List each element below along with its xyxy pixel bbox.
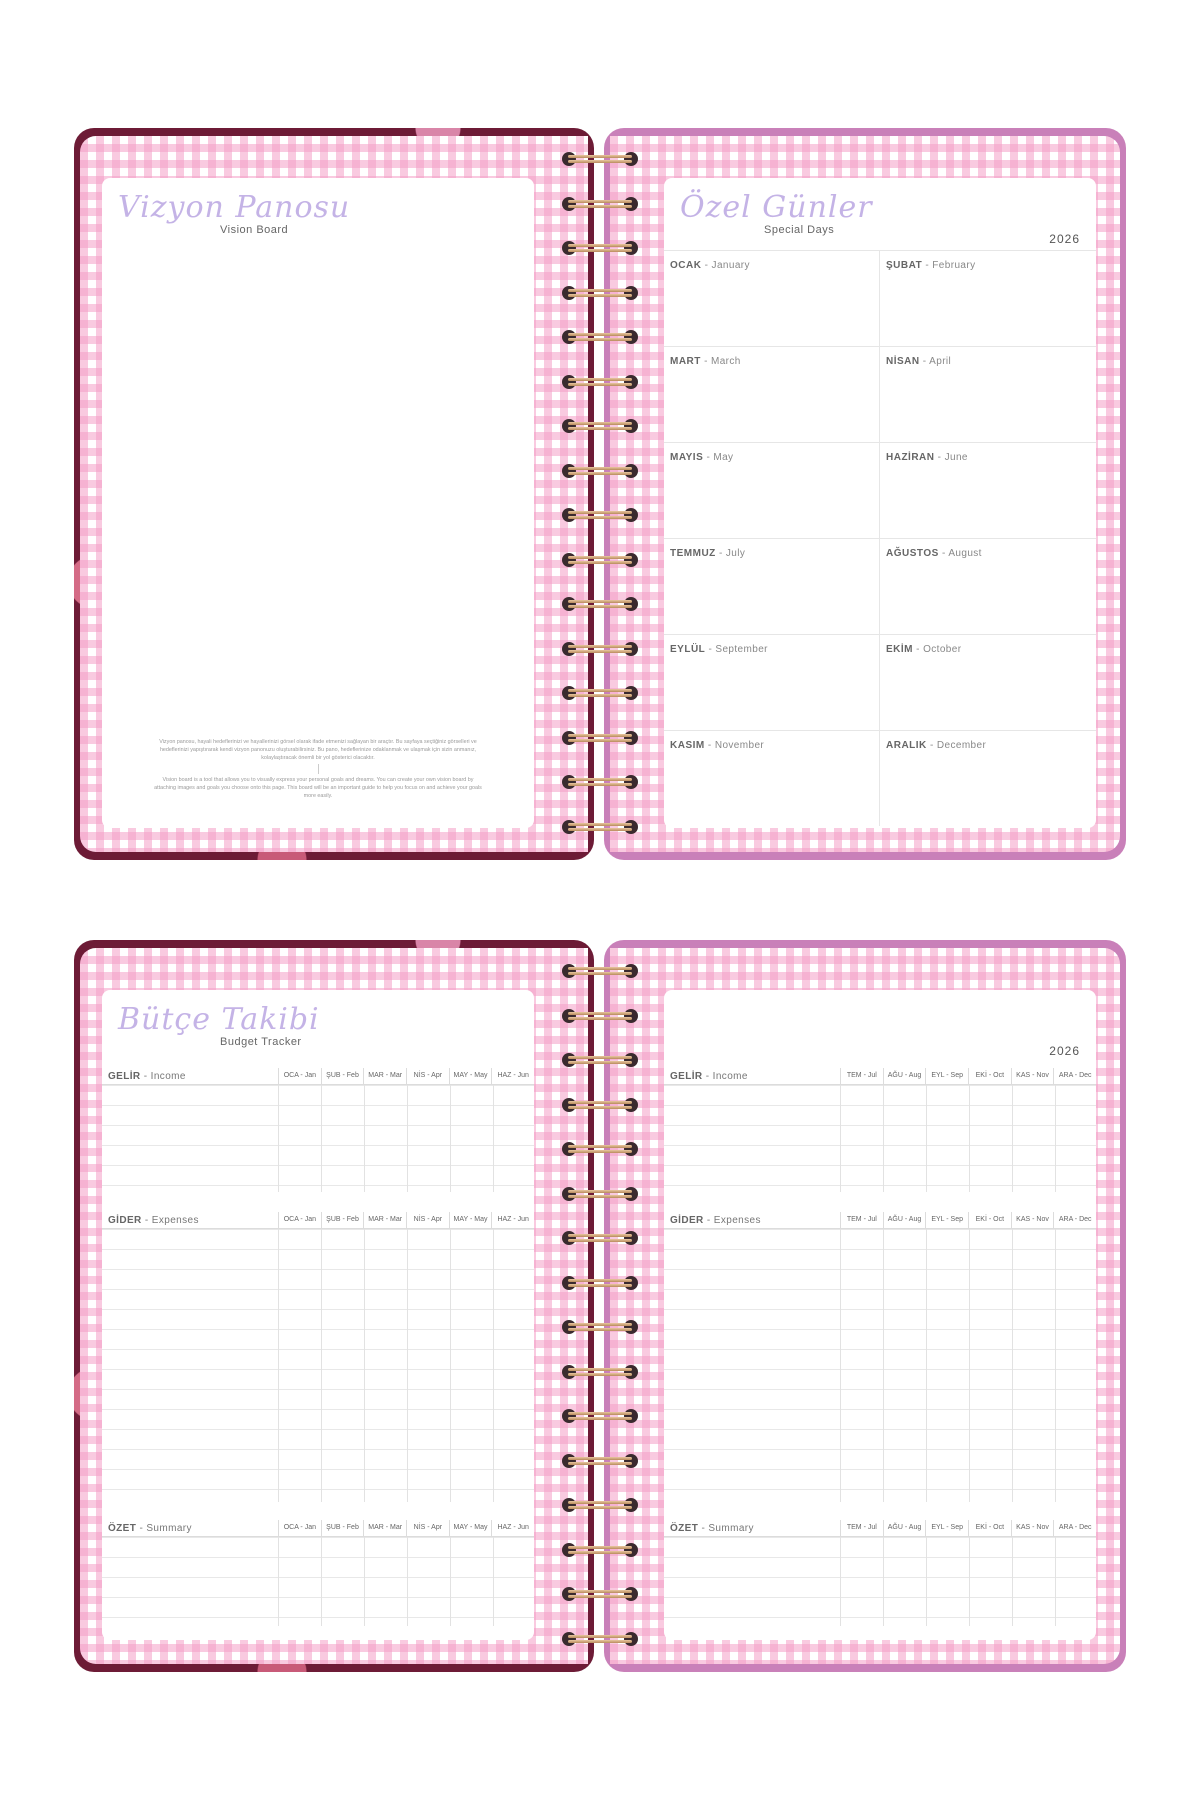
special-days-year: 2026	[1049, 232, 1080, 246]
spiral-ring	[558, 1405, 642, 1427]
special-day-cell: ARALIK - December	[880, 730, 1096, 826]
column-rule	[364, 1229, 365, 1502]
table-header	[664, 1520, 1096, 1537]
table-header	[102, 1212, 534, 1229]
vision-board-note	[152, 738, 484, 800]
spiral-ring	[558, 1005, 642, 1027]
column-rule	[493, 1085, 494, 1192]
month-column-header: MAR - Mar	[363, 1068, 406, 1084]
note-divider	[318, 764, 319, 774]
month-name-en: October	[923, 644, 962, 655]
table-rows	[664, 1229, 1096, 1502]
special-days-script-title: Özel Günler	[680, 190, 873, 225]
month-column-header: ARA - Dec	[1053, 1068, 1096, 1084]
table-rows	[664, 1537, 1096, 1626]
column-rule	[1012, 1229, 1013, 1502]
special-days-subtitle: Special Days	[764, 224, 835, 236]
column-rule	[321, 1537, 322, 1626]
special-day-cell: OCAK - January	[664, 250, 880, 346]
section-label: ÖZET - Summary	[670, 1522, 754, 1534]
column-rule	[407, 1229, 408, 1502]
left-page-cover	[74, 128, 594, 860]
spiral-ring	[558, 1094, 642, 1116]
spiral-ring	[558, 371, 642, 393]
spiral-ring	[558, 549, 642, 571]
month-name-tr: EYLÜL	[670, 644, 706, 655]
column-rule	[1055, 1229, 1056, 1502]
special-day-cell: EYLÜL - September	[664, 634, 880, 730]
month-name-tr: ARALIK	[886, 740, 927, 751]
month-column-header: MAY - May	[449, 1520, 492, 1536]
right-page-cover	[604, 128, 1126, 860]
special-day-cell: AĞUSTOS - August	[880, 538, 1096, 634]
column-rule	[883, 1229, 884, 1502]
vision-board-subtitle: Vision Board	[220, 224, 289, 236]
spiral-binding	[558, 128, 642, 860]
column-rule	[926, 1085, 927, 1192]
month-column-header: ARA - Dec	[1053, 1212, 1096, 1228]
month-name-en: April	[929, 356, 952, 367]
column-rule	[321, 1085, 322, 1192]
column-rule	[840, 1229, 841, 1502]
spiral-ring	[558, 816, 642, 838]
month-column-header: AĞU - Aug	[883, 1068, 926, 1084]
month-column-header: EYL - Sep	[925, 1212, 968, 1228]
income-table	[664, 1068, 1096, 1192]
budget-page-h1	[102, 990, 534, 1640]
month-name-en: June	[944, 452, 968, 463]
spiral-ring	[558, 148, 642, 170]
special-days-page	[664, 178, 1096, 828]
month-column-header: EKİ - Oct	[968, 1520, 1011, 1536]
section-label: GELİR - Income	[108, 1070, 186, 1082]
month-column-header: ŞUB - Feb	[321, 1520, 364, 1536]
spiral-ring	[558, 504, 642, 526]
month-column-header: MAY - May	[449, 1212, 492, 1228]
month-column-header: ŞUB - Feb	[321, 1068, 364, 1084]
month-name-tr: MAYIS	[670, 452, 704, 463]
column-rule	[883, 1537, 884, 1626]
month-column-header: KAS - Nov	[1011, 1520, 1054, 1536]
month-column-header: TEM - Jul	[840, 1068, 883, 1084]
column-rule	[407, 1537, 408, 1626]
spiral-ring	[558, 1316, 642, 1338]
month-name-tr: OCAK	[670, 260, 702, 271]
special-day-cell: KASIM - November	[664, 730, 880, 826]
month-column-header: HAZ - Jun	[491, 1212, 534, 1228]
income-table	[102, 1068, 534, 1192]
month-column-header: NİS - Apr	[406, 1068, 449, 1084]
spiral-ring	[558, 237, 642, 259]
month-column-header: TEM - Jul	[840, 1212, 883, 1228]
month-column-header: OCA - Jan	[278, 1520, 321, 1536]
column-rule	[1012, 1537, 1013, 1626]
spiral-ring	[558, 1227, 642, 1249]
column-rule	[1012, 1085, 1013, 1192]
column-rule	[407, 1085, 408, 1192]
month-column-header: ARA - Dec	[1053, 1520, 1096, 1536]
month-column-header: KAS - Nov	[1011, 1068, 1054, 1084]
table-header	[102, 1520, 534, 1537]
month-name-en: August	[948, 548, 982, 559]
column-rule	[278, 1537, 279, 1626]
column-rule	[840, 1085, 841, 1192]
spread-vision-special	[74, 128, 1126, 860]
spiral-binding	[558, 940, 642, 1672]
spiral-ring	[558, 460, 642, 482]
month-name-en: January	[711, 260, 750, 271]
spiral-ring	[558, 771, 642, 793]
month-column-header: OCA - Jan	[278, 1212, 321, 1228]
month-column-header: TEM - Jul	[840, 1520, 883, 1536]
spiral-ring	[558, 193, 642, 215]
vision-board-script-title: Vizyon Panosu	[118, 190, 351, 225]
column-rule	[969, 1537, 970, 1626]
gingham-border	[80, 136, 588, 852]
month-name-en: November	[714, 740, 765, 751]
spiral-ring	[558, 326, 642, 348]
month-name-en: May	[713, 452, 734, 463]
month-column-header: HAZ - Jun	[491, 1520, 534, 1536]
budget-page-h2	[664, 990, 1096, 1640]
summary-table	[102, 1520, 534, 1626]
month-column-header: EKİ - Oct	[968, 1068, 1011, 1084]
section-label: GİDER - Expenses	[108, 1214, 199, 1226]
expenses-table	[102, 1212, 534, 1502]
budget-year: 2026	[1049, 1044, 1080, 1058]
column-rule	[1055, 1085, 1056, 1192]
month-column-header: AĞU - Aug	[883, 1212, 926, 1228]
spiral-ring	[558, 1450, 642, 1472]
column-rule	[278, 1085, 279, 1192]
special-days-grid	[664, 250, 1096, 826]
month-column-header: MAY - May	[449, 1068, 492, 1084]
left-page-cover	[74, 940, 594, 1672]
special-day-cell: ŞUBAT - February	[880, 250, 1096, 346]
month-name-en: December	[936, 740, 987, 751]
month-column-header: NİS - Apr	[406, 1212, 449, 1228]
column-rule	[969, 1085, 970, 1192]
section-label: ÖZET - Summary	[108, 1522, 192, 1534]
month-column-header: MAR - Mar	[363, 1520, 406, 1536]
month-column-header: HAZ - Jun	[491, 1068, 534, 1084]
column-rule	[493, 1537, 494, 1626]
spiral-ring	[558, 1138, 642, 1160]
summary-table	[664, 1520, 1096, 1626]
gingham-border	[80, 948, 588, 1664]
month-name-en: July	[725, 548, 746, 559]
spiral-ring	[558, 593, 642, 615]
month-name-tr: MART	[670, 356, 701, 367]
column-rule	[1055, 1537, 1056, 1626]
month-name-en: September	[715, 644, 768, 655]
spiral-ring	[558, 1183, 642, 1205]
table-rows	[102, 1085, 534, 1192]
month-column-header: MAR - Mar	[363, 1212, 406, 1228]
gingham-border	[610, 948, 1120, 1664]
spiral-ring	[558, 1539, 642, 1561]
table-rows	[102, 1537, 534, 1626]
spiral-ring	[558, 638, 642, 660]
section-label: GİDER - Expenses	[670, 1214, 761, 1226]
spiral-ring	[558, 282, 642, 304]
vision-note-en: Vision board is a tool that allows you to visually express your personal goals and dreams. You can create your own vision board by attaching images and goals you choose onto this page. This board will be an important guide to help you focus on and achieve your goals more easily.	[154, 777, 482, 799]
month-column-header: AĞU - Aug	[883, 1520, 926, 1536]
column-rule	[926, 1537, 927, 1626]
spiral-ring	[558, 727, 642, 749]
month-column-header: EYL - Sep	[925, 1520, 968, 1536]
gingham-border	[610, 136, 1120, 852]
table-header	[664, 1212, 1096, 1229]
spiral-ring	[558, 1049, 642, 1071]
spiral-ring	[558, 960, 642, 982]
month-name-en: February	[932, 260, 976, 271]
spiral-ring	[558, 415, 642, 437]
special-day-cell: HAZİRAN - June	[880, 442, 1096, 538]
special-day-cell: NİSAN - April	[880, 346, 1096, 442]
table-header	[102, 1068, 534, 1085]
month-column-header: OCA - Jan	[278, 1068, 321, 1084]
spiral-ring	[558, 682, 642, 704]
column-rule	[450, 1229, 451, 1502]
budget-script-title: Bütçe Takibi	[118, 1002, 320, 1037]
spiral-ring	[558, 1628, 642, 1650]
spiral-ring	[558, 1361, 642, 1383]
column-rule	[493, 1229, 494, 1502]
special-day-cell: MART - March	[664, 346, 880, 442]
month-name-tr: NİSAN	[886, 356, 920, 367]
column-rule	[450, 1085, 451, 1192]
column-rule	[840, 1537, 841, 1626]
table-rows	[102, 1229, 534, 1502]
month-name-en: March	[710, 356, 741, 367]
vision-board-page	[102, 178, 534, 828]
month-column-header: EKİ - Oct	[968, 1212, 1011, 1228]
month-name-tr: TEMMUZ	[670, 548, 716, 559]
month-column-header: KAS - Nov	[1011, 1212, 1054, 1228]
column-rule	[321, 1229, 322, 1502]
special-day-cell: MAYIS - May	[664, 442, 880, 538]
spread-budget	[74, 940, 1126, 1672]
column-rule	[278, 1229, 279, 1502]
column-rule	[926, 1229, 927, 1502]
table-rows	[664, 1085, 1096, 1192]
vision-note-tr: Vizyon panosu, hayali hedeflerinizi ve hayallerinizi görsel olarak ifade etmenizi sağlayan bir araçtır. Bu sayfaya seçtiğiniz görselleri ve hedeflerinizi yapıştırarak kendi vizyon panonuzu oluşturabilirsiniz. Bu pano, hedeflerinize odaklanmak ve ulaşmak için sizin anmanız, kolaylaştıracak önemli bir yol gösterici olacaktır.	[159, 739, 477, 761]
right-page-cover	[604, 940, 1126, 1672]
month-name-tr: AĞUSTOS	[886, 548, 939, 559]
column-rule	[364, 1085, 365, 1192]
column-rule	[883, 1085, 884, 1192]
column-rule	[969, 1229, 970, 1502]
month-column-header: EYL - Sep	[925, 1068, 968, 1084]
budget-subtitle: Budget Tracker	[220, 1036, 302, 1048]
month-name-tr: ŞUBAT	[886, 260, 923, 271]
expenses-table	[664, 1212, 1096, 1502]
month-column-header: NİS - Apr	[406, 1520, 449, 1536]
column-rule	[450, 1537, 451, 1626]
special-day-cell: TEMMUZ - July	[664, 538, 880, 634]
spiral-ring	[558, 1272, 642, 1294]
section-label: GELİR - Income	[670, 1070, 748, 1082]
month-name-tr: HAZİRAN	[886, 452, 935, 463]
table-header	[664, 1068, 1096, 1085]
special-day-cell: EKİM - October	[880, 634, 1096, 730]
month-column-header: ŞUB - Feb	[321, 1212, 364, 1228]
spiral-ring	[558, 1583, 642, 1605]
month-name-tr: EKİM	[886, 644, 913, 655]
spiral-ring	[558, 1494, 642, 1516]
month-name-tr: KASIM	[670, 740, 705, 751]
column-rule	[364, 1537, 365, 1626]
